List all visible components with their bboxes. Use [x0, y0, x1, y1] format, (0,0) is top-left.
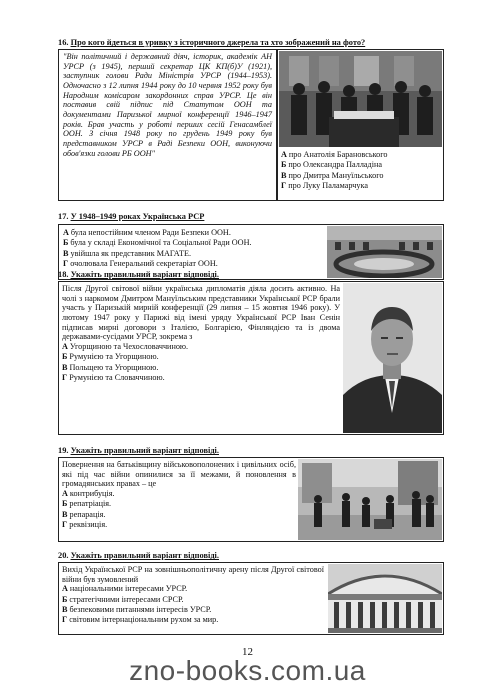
option-text: безпековими питаннями інтересів УРСР. — [69, 605, 212, 614]
option-text: національними інтересами УРСР. — [69, 584, 188, 594]
option-text: Угорщиною та Чехословаччиною. — [69, 342, 189, 352]
q16-photo — [279, 51, 442, 147]
q20-option-c[interactable] — [62, 605, 324, 615]
q19-title — [58, 446, 219, 455]
q16-option-a[interactable] — [281, 150, 441, 160]
option-letter: В — [281, 170, 287, 180]
q16-option-c[interactable] — [281, 171, 441, 181]
option-letter: Б — [63, 238, 69, 248]
q16-title — [58, 38, 365, 47]
q20-text: Вихід Української РСР на зовнішньополітичну арену після Другої світової війни був зумовлений — [62, 565, 324, 584]
q18-option-d[interactable] — [62, 373, 340, 383]
option-text: про Анатолія Барановського — [288, 150, 388, 159]
q17-title — [58, 212, 204, 221]
option-letter: В — [63, 248, 69, 258]
q20-photo-building — [328, 564, 442, 633]
watermark: zno-books.com.ua — [129, 655, 366, 686]
option-letter: В — [62, 509, 68, 519]
option-text: репарація. — [69, 509, 106, 519]
q16-title-text: Про кого йдеться в уривку з історичного джерела та хто зображений на фото? — [70, 38, 366, 47]
option-letter: Б — [281, 160, 287, 170]
q17-number: 17. — [58, 212, 69, 221]
option-text: була непостійним членом Ради Безпеки ООН. — [70, 228, 231, 237]
option-text: Румунією та Словаччиною. — [69, 373, 165, 383]
option-letter: А — [63, 228, 69, 237]
option-letter: А — [62, 342, 68, 352]
q20-option-b[interactable] — [62, 595, 324, 605]
q17-option-d[interactable] — [63, 259, 323, 269]
q20-options — [62, 584, 324, 625]
option-letter: Б — [62, 352, 68, 362]
q20-title — [58, 551, 219, 560]
option-text: про Луку Паламарчука — [288, 180, 368, 190]
q17-option-a[interactable] — [63, 228, 323, 238]
q16-option-d[interactable] — [281, 181, 441, 191]
option-letter: А — [62, 584, 68, 594]
option-text: контрибуція. — [69, 489, 115, 499]
q19-option-c[interactable] — [62, 510, 296, 520]
q17-title-text: У 1948–1949 роках Українська РСР — [70, 212, 205, 221]
q17-option-b[interactable] — [63, 238, 323, 248]
option-letter: Г — [62, 520, 68, 529]
option-text: Румунією та Угорщиною. — [69, 352, 159, 362]
q19-option-d[interactable] — [62, 520, 296, 530]
q20-title-text: Укажіть правильний варіант відповіді. — [70, 551, 219, 560]
option-letter: Г — [62, 373, 68, 383]
q19-option-a[interactable] — [62, 489, 296, 499]
q20-option-a[interactable] — [62, 584, 324, 594]
q19-options — [62, 489, 296, 530]
option-text: репатріація. — [69, 499, 112, 509]
q18-option-b[interactable] — [62, 352, 340, 362]
q16-options — [281, 150, 441, 191]
q19-photo — [298, 459, 442, 540]
q19-text: Повернення на батьківщину військовополонених і цивільних осіб, які під час війни опинилися за її межами, й поновлення в громадянських правах – це — [62, 460, 296, 489]
q18-number: 18. — [58, 270, 69, 279]
q17-option-c[interactable] — [63, 249, 323, 259]
q19-title-text: Укажіть правильний варіант відповіді. — [70, 446, 219, 455]
q16-number: 16. — [58, 38, 69, 47]
option-letter: Г — [62, 615, 68, 625]
q17-options — [59, 225, 327, 272]
q19-number: 19. — [58, 446, 69, 455]
option-text: про Дмитра Мануїльського — [288, 170, 384, 180]
option-text: світовим інтернаціональним рухом за мир. — [69, 615, 219, 625]
option-text: очолювала Генеральний секретаріат ООН. — [70, 258, 218, 268]
option-letter: В — [62, 362, 68, 372]
q18-options — [62, 342, 340, 383]
option-letter: А — [281, 150, 287, 159]
option-letter: В — [62, 605, 68, 614]
option-text: стратегічними інтересами СРСР. — [69, 594, 184, 604]
q16-quote-box — [58, 49, 277, 201]
option-text: була у складі Економічної та Соціальної Ради ООН. — [70, 238, 252, 248]
option-text: увійшла як представник МАГАТЕ. — [70, 248, 191, 258]
q18-title-text: Укажіть правильний варіант відповіді. — [70, 270, 219, 279]
q16-quote: "Він політичний і державний діяч, історик, академік АН УРСР (з 1945), перший секретар ЦК КП(б)У (1921), заступник голови Ради Міністрів УРСР (1944–1953). Одночасно з 12 липня 1944 року до 10 червня 1952 року був Народним комісаром закордонних справ УРСР. Це він поставив свій підпис під Статутом ООН та документами Паризької мирної конференції 1946–1947 років. Брав участь у роботі перших сесій Генасамблеї ООН. З січня 1948 року по грудень 1949 року був представником УРСР в Раді Безпеки ООН, виконуючи обов'язки голови РБ ООН" — [63, 52, 272, 158]
q16-option-b[interactable] — [281, 160, 441, 170]
option-letter: Г — [63, 258, 69, 268]
page-number: 12 — [242, 646, 253, 658]
option-text: Польщею та Угорщиною. — [69, 362, 159, 372]
option-letter: Г — [281, 180, 287, 190]
q20-number: 20. — [58, 551, 69, 560]
q18-title — [58, 270, 219, 279]
q17-photo — [327, 226, 442, 278]
q18-option-a[interactable] — [62, 342, 340, 352]
option-letter: А — [62, 489, 68, 499]
q18-option-c[interactable] — [62, 363, 340, 373]
q19-option-b[interactable] — [62, 499, 296, 509]
option-letter: Б — [62, 594, 68, 604]
q18-photo-portrait — [343, 283, 442, 433]
option-text: про Олександра Палладіна — [288, 160, 383, 170]
option-letter: Б — [62, 499, 68, 509]
option-text: реквізиція. — [69, 520, 108, 529]
q20-option-d[interactable] — [62, 615, 324, 625]
q18-text: Після Другої світової війни українська дипломатія діяла досить активно. На чолі з наркомом Дмитром Мануїльським представники Української РСР брали участь у Паризькій мирній конференції (29 липня – 15 жовтня 1946 року). У лютому 1947 року у Парижі від імені уряду Української РСР Іван Сенін підписав мирні договори з Італією, Болгарією, Фінляндією та із двома державами-сусідами УРСР, зокрема з — [62, 284, 340, 342]
